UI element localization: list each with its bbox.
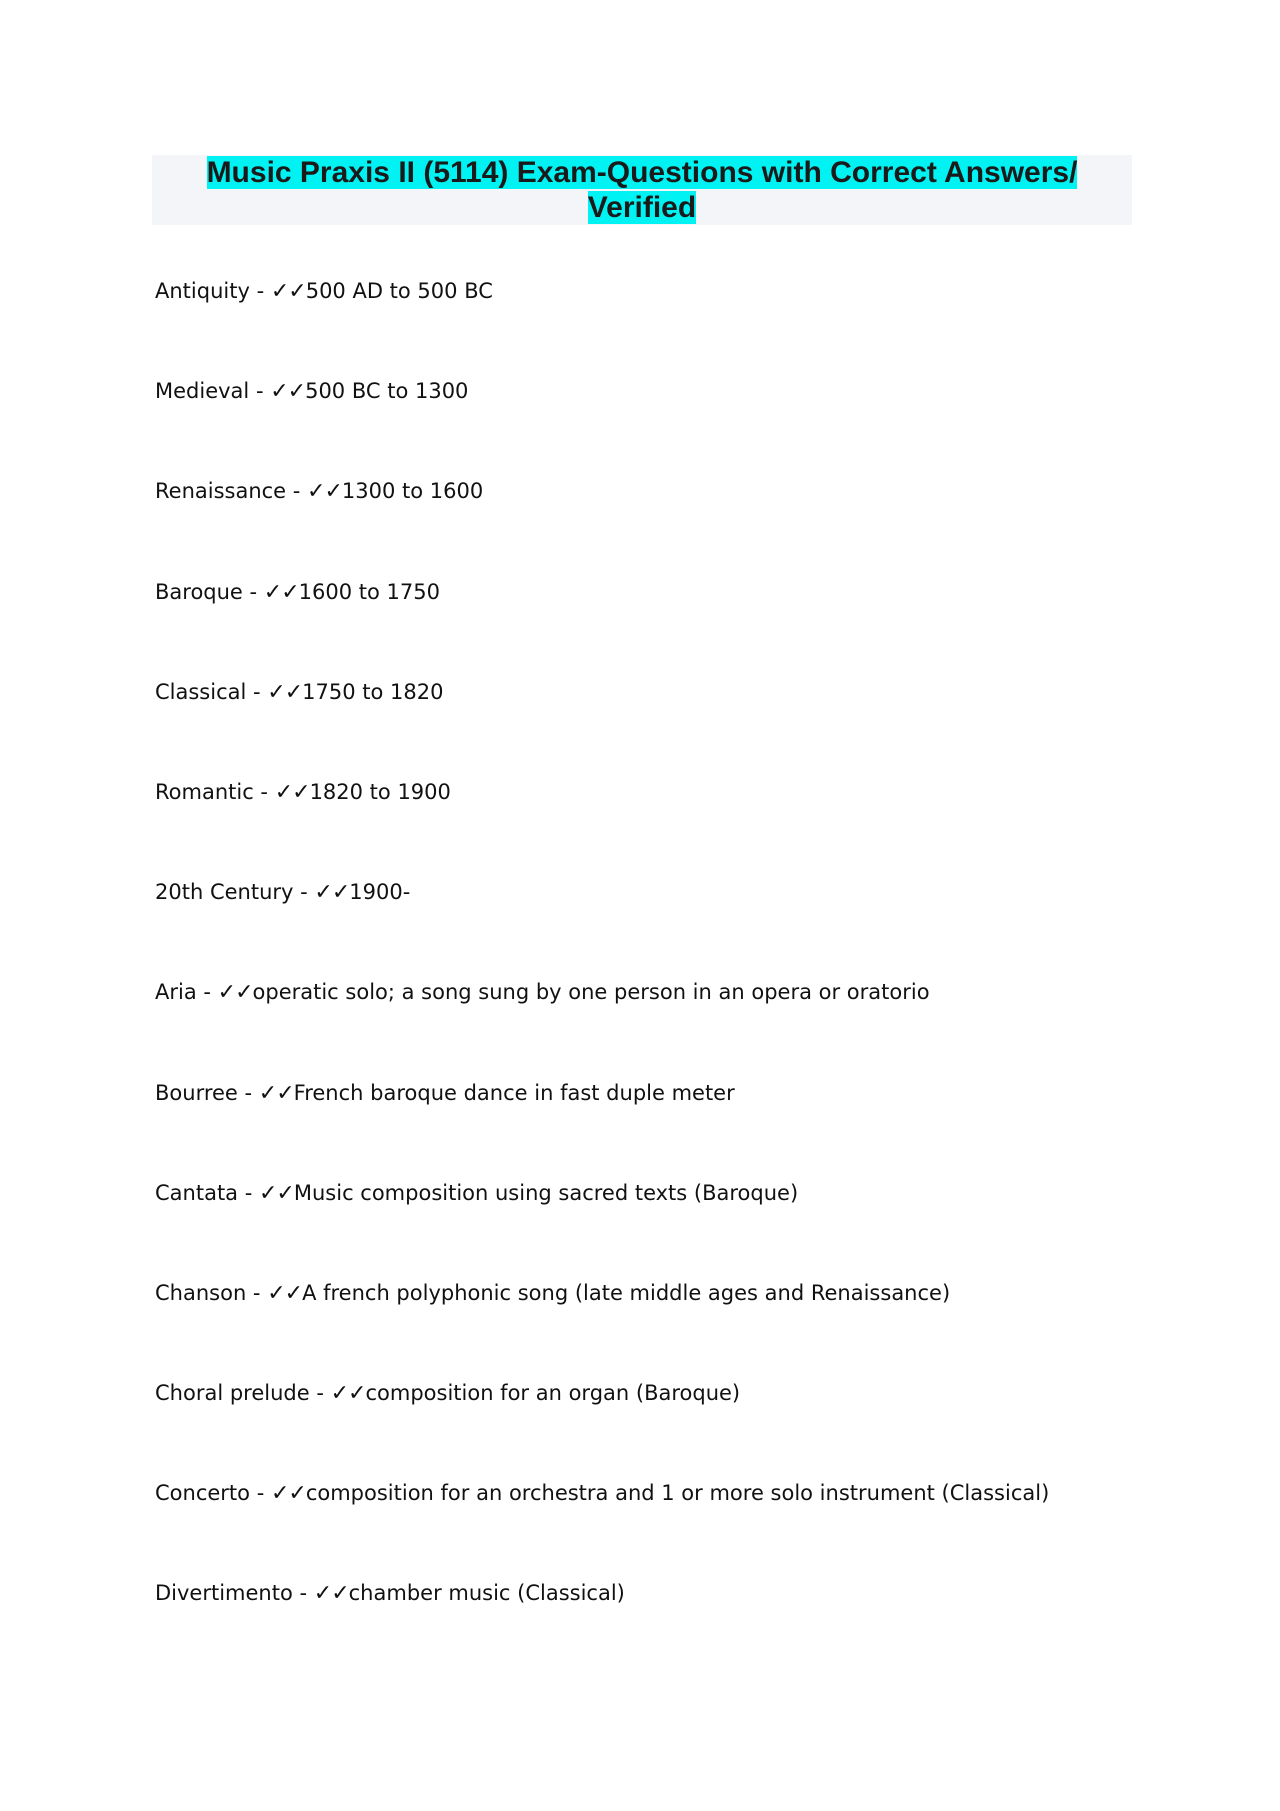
entry-answer: composition for an organ (Baroque) [365, 1381, 741, 1406]
entry-answer: French baroque dance in fast duple meter [293, 1080, 735, 1105]
double-check-icon: ✓✓ [307, 479, 342, 505]
qa-entry: Medieval - ✓✓500 BC to 1300 [155, 379, 469, 405]
double-check-icon: ✓✓ [270, 1481, 306, 1507]
qa-entry: Baroque - ✓✓1600 to 1750 [155, 579, 440, 605]
entry-answer: 1900- [349, 880, 411, 905]
double-check-icon: ✓✓ [258, 1080, 294, 1106]
qa-list [155, 273, 1155, 1676]
entry-answer: operatic solo; a song sung by one person in an opera or oratorio [252, 980, 930, 1005]
document-title [152, 155, 1132, 225]
title-line-1: Music Praxis II (5114) Exam-Questions with Correct Answers/ [206, 156, 1078, 189]
entry-term: Antiquity [155, 279, 250, 303]
entry-term: Romantic [155, 779, 254, 804]
qa-entry: Antiquity - ✓✓500 AD to 500 BC [155, 279, 493, 304]
qa-entry: Choral prelude - ✓✓composition for an organ (Baroque) [155, 1381, 741, 1407]
entry-term: Medieval [155, 379, 250, 404]
qa-entry: Aria - ✓✓operatic solo; a song sung by one person in an opera or oratorio [155, 980, 930, 1006]
entry-answer: 500 BC to 1300 [305, 379, 469, 404]
double-check-icon: ✓✓ [217, 980, 253, 1006]
qa-entry: Cantata - ✓✓Music composition using sacred texts (Baroque) [155, 1180, 799, 1206]
entry-term: Choral prelude [155, 1381, 310, 1406]
qa-entry: Classical - ✓✓1750 to 1820 [155, 679, 444, 705]
double-check-icon: ✓✓ [258, 1180, 294, 1206]
entry-answer: 1300 to 1600 [341, 479, 484, 504]
entry-term: Concerto [155, 1481, 251, 1506]
entry-term: Baroque [155, 579, 243, 604]
qa-entry: Concerto - ✓✓composition for an orchestra and 1 or more solo instrument (Classical) [155, 1481, 1050, 1507]
double-check-icon: ✓✓ [270, 379, 306, 405]
double-check-icon: ✓✓ [314, 880, 350, 906]
title-line-2: Verified [587, 191, 697, 224]
entry-term: Chanson [155, 1280, 247, 1305]
double-check-icon: ✓✓ [270, 279, 306, 304]
double-check-icon: ✓✓ [263, 579, 299, 605]
entry-term: Classical [155, 679, 247, 704]
qa-entry: Bourree - ✓✓French baroque dance in fast duple meter [155, 1080, 735, 1106]
entry-term: Cantata [155, 1180, 239, 1205]
entry-answer: 1600 to 1750 [298, 579, 440, 604]
double-check-icon: ✓✓ [267, 679, 303, 705]
entry-term: Divertimento [155, 1581, 293, 1606]
double-check-icon: ✓✓ [330, 1381, 366, 1407]
qa-entry: Divertimento - ✓✓chamber music (Classical) [155, 1581, 625, 1607]
entry-term: Bourree [155, 1080, 238, 1105]
entry-term: Renaissance [155, 479, 287, 504]
title-band [152, 155, 1132, 225]
double-check-icon: ✓✓ [267, 1280, 303, 1306]
qa-entry: 20th Century - ✓✓1900- [155, 880, 411, 906]
entry-term: 20th Century [155, 880, 294, 905]
entry-answer: A french polyphonic song (late middle ages and Renaissance) [302, 1280, 951, 1305]
double-check-icon: ✓✓ [274, 779, 310, 805]
entry-answer: composition for an orchestra and 1 or more solo instrument (Classical) [305, 1481, 1050, 1506]
entry-answer: 1750 to 1820 [302, 679, 444, 704]
entry-answer: Music composition using sacred texts (Baroque) [293, 1180, 799, 1205]
entry-answer: 500 AD to 500 BC [305, 279, 493, 303]
qa-entry: Chanson - ✓✓A french polyphonic song (late middle ages and Renaissance) [155, 1280, 951, 1306]
entry-answer: chamber music (Classical) [348, 1581, 625, 1606]
double-check-icon: ✓✓ [313, 1581, 349, 1607]
entry-answer: 1820 to 1900 [309, 779, 451, 804]
qa-entry: Romantic - ✓✓1820 to 1900 [155, 779, 451, 805]
qa-entry: Renaissance - ✓✓1300 to 1600 [155, 479, 484, 505]
entry-term: Aria [155, 980, 197, 1005]
